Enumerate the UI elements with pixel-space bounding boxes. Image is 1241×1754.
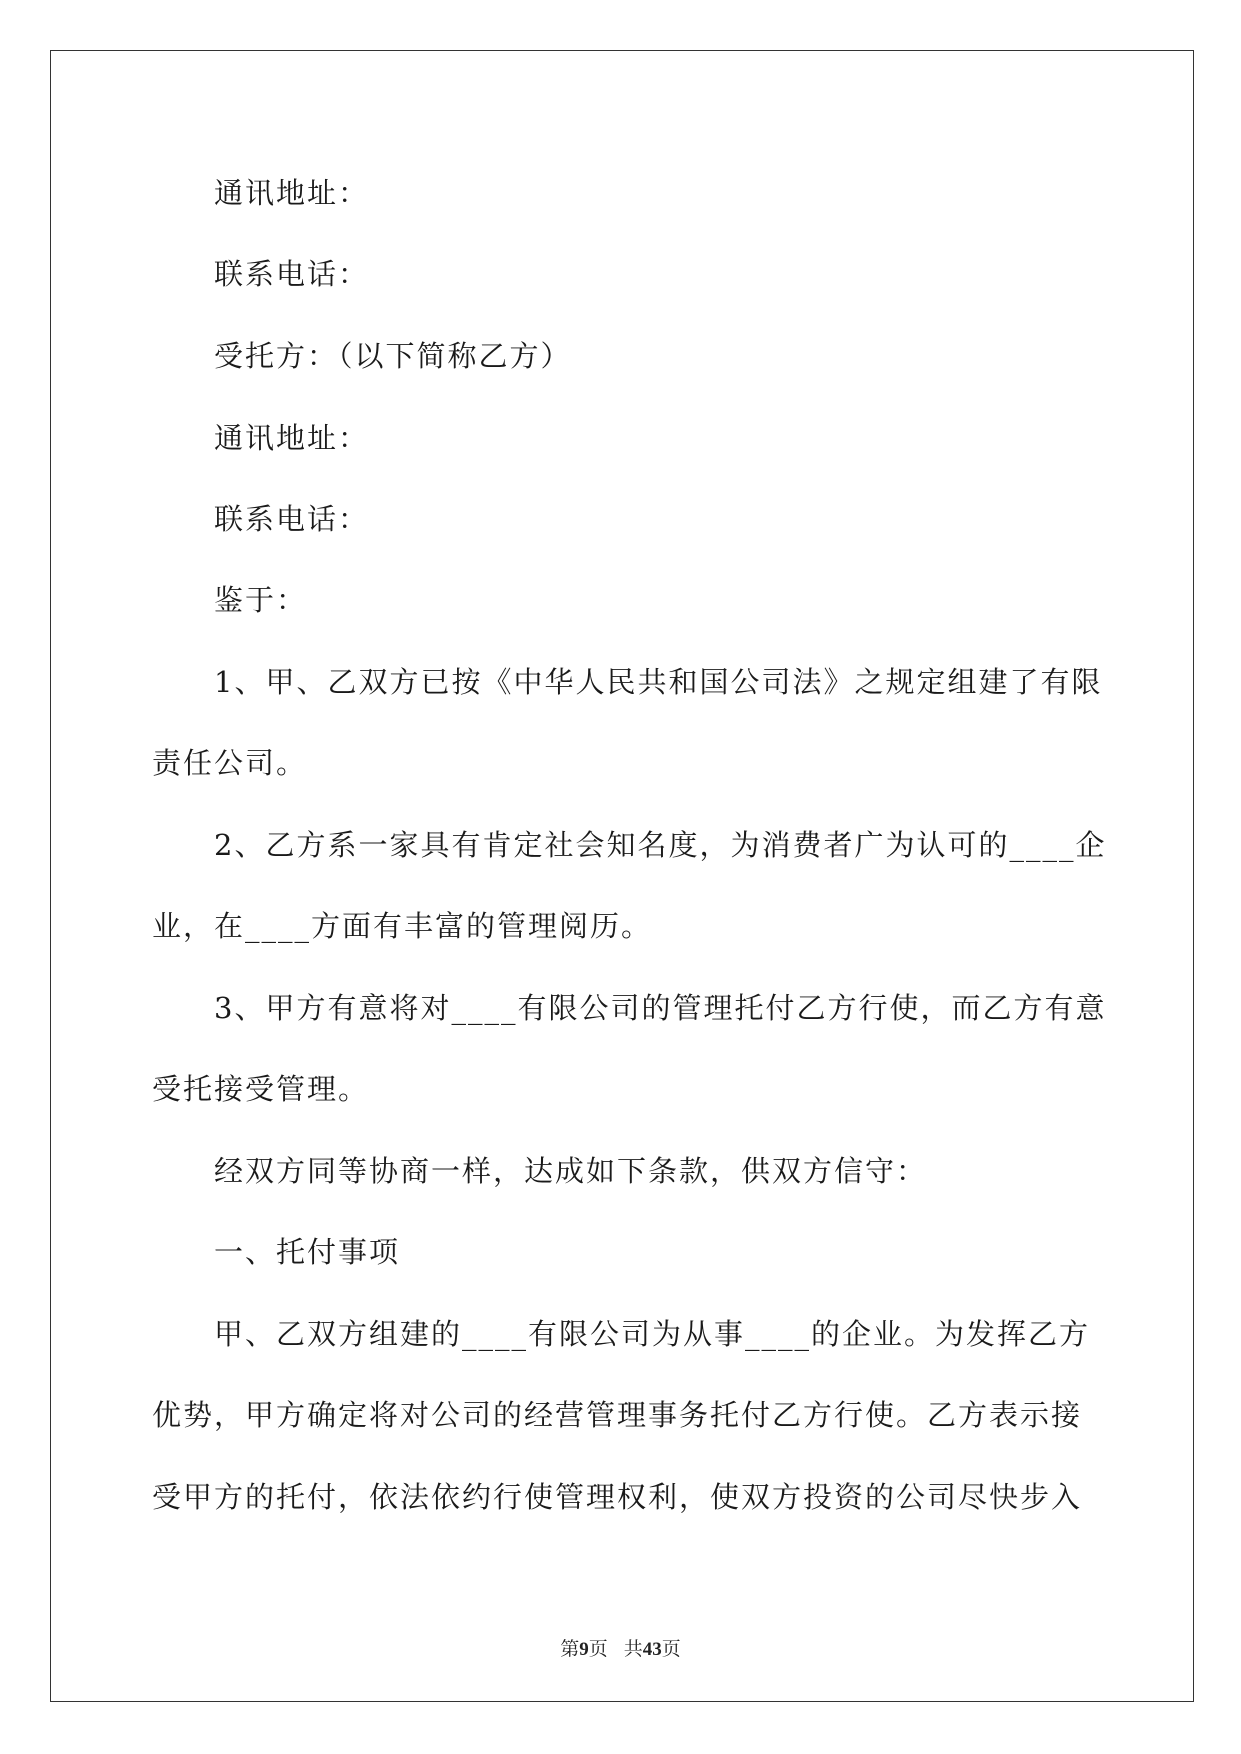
paragraph-line: 1、甲、乙双方已按《中华人民共和国公司法》之规定组建了有限 [214, 665, 1103, 699]
paragraph-line: 联系电话： [214, 257, 370, 291]
paragraph-line: 联系电话： [214, 502, 370, 536]
footer-page-suffix: 页 [588, 1638, 608, 1660]
paragraph-line: 3、甲方有意将对____有限公司的管理托付乙方行使，而乙方有意 [214, 991, 1107, 1025]
page-border [50, 50, 1194, 1702]
paragraph-line: 经双方同等协商一样，达成如下条款，供双方信守： [214, 1154, 928, 1188]
paragraph-line: 受甲方的托付，依法依约行使管理权利，使双方投资的公司尽快步入 [152, 1480, 1083, 1514]
paragraph-line: 受托接受管理。 [152, 1072, 370, 1106]
footer-prefix: 第 [560, 1638, 580, 1660]
page-number: 9 [579, 1639, 589, 1660]
page-footer [0, 1637, 1241, 1662]
paragraph-line: 优势，甲方确定将对公司的经营管理事务托付乙方行使。乙方表示接 [152, 1398, 1083, 1432]
footer-total-suffix: 页 [661, 1638, 681, 1660]
paragraph-line: 2、乙方系一家具有肯定社会知名度，为消费者广为认可的____企 [214, 828, 1107, 862]
paragraph-line: 业，在____方面有丰富的管理阅历。 [152, 909, 653, 943]
section-heading: 一、托付事项 [214, 1235, 401, 1269]
paragraph-line: 责任公司。 [152, 746, 308, 780]
total-pages: 43 [642, 1639, 662, 1660]
paragraph-line: 鉴于： [214, 583, 308, 617]
paragraph-line: 受托方：（以下简称乙方） [214, 339, 572, 373]
paragraph-line: 甲、乙双方组建的____有限公司为从事____的企业。为发挥乙方 [214, 1317, 1091, 1351]
paragraph-line: 通讯地址： [214, 176, 370, 210]
paragraph-line: 通讯地址： [214, 421, 370, 455]
footer-total-prefix: 共 [623, 1638, 643, 1660]
